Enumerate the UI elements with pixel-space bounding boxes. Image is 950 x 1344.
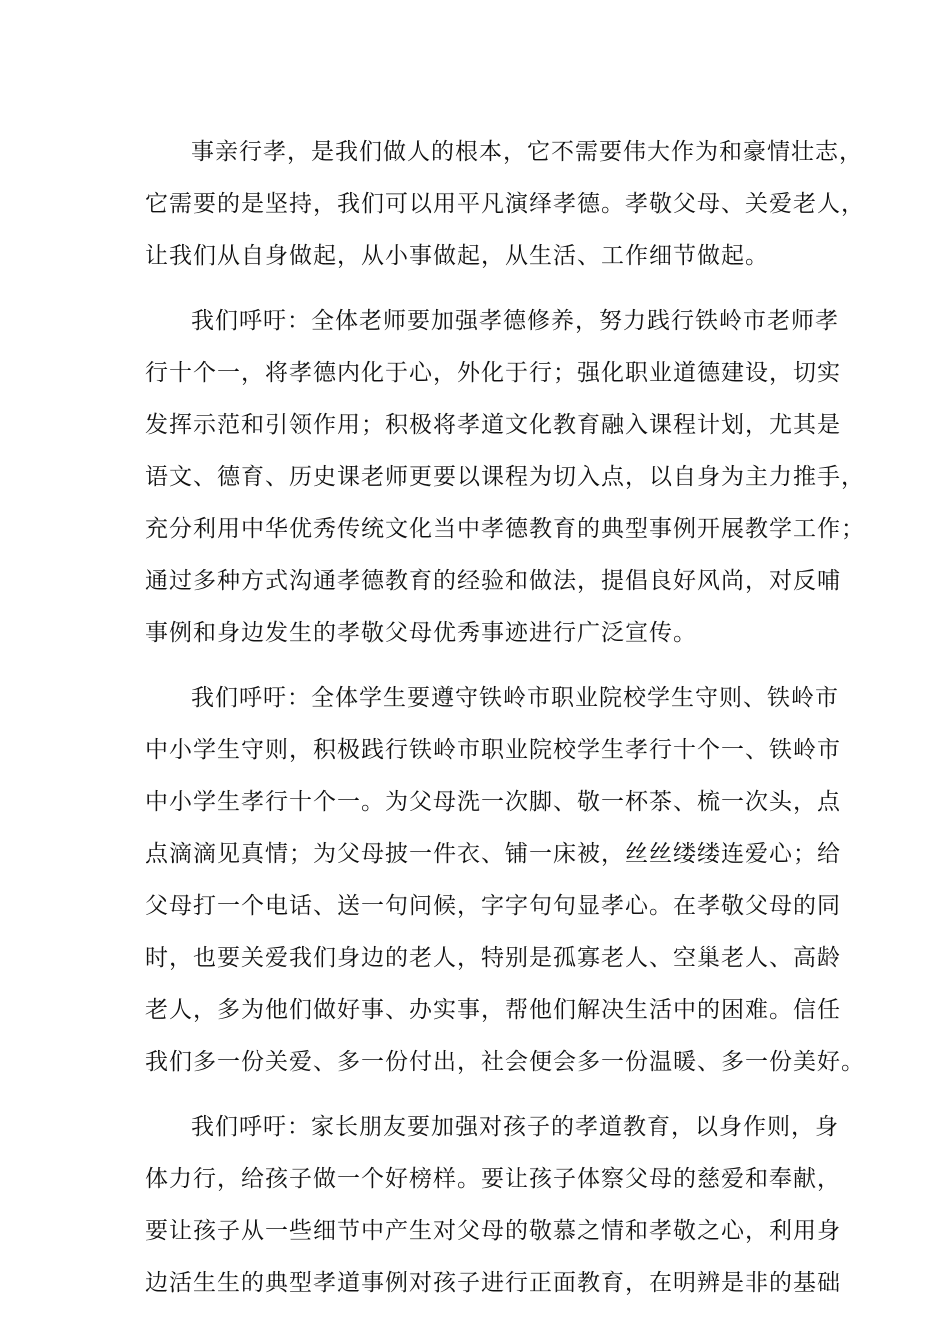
text-line: 老人，多为他们做好事、办实事，帮他们解决生活中的困难。信任 [145, 997, 841, 1023]
text-line: 我们多一份关爱、多一份付出，社会便会多一份温暖、多一份美好。 [145, 1049, 865, 1075]
paragraph [145, 126, 865, 282]
text-line: 要让孩子从一些细节中产生对父母的敬慕之情和孝敬之心，利用身 [145, 1218, 841, 1244]
text-line: 体力行，给孩子做一个好榜样。要让孩子体察父母的慈爱和奉献， [145, 1166, 841, 1192]
text-line: 中小学生孝行十个一。为父母洗一次脚、敬一杯茶、梳一次头，点 [145, 789, 841, 815]
text-line: 我们呼吁：全体学生要遵守铁岭市职业院校学生守则、铁岭市 [191, 685, 839, 711]
paragraph [145, 295, 865, 659]
text-line: 通过多种方式沟通孝德教育的经验和做法，提倡良好风尚，对反哺 [145, 568, 841, 594]
text-line: 事例和身边发生的孝敬父母优秀事迹进行广泛宣传。 [145, 620, 697, 646]
text-line: 点滴滴见真情；为父母披一件衣、铺一床被，丝丝缕缕连爱心；给 [145, 841, 841, 867]
text-line: 发挥示范和引领作用；积极将孝道文化教育融入课程计划，尤其是 [145, 412, 841, 438]
paragraph [145, 672, 865, 1088]
text-line: 它需要的是坚持，我们可以用平凡演绎孝德。孝敬父母、关爱老人， [145, 191, 865, 217]
text-line: 时，也要关爱我们身边的老人，特别是孤寡老人、空巢老人、高龄 [145, 945, 841, 971]
text-line: 事亲行孝，是我们做人的根本，它不需要伟大作为和豪情壮志， [191, 139, 863, 165]
text-line: 边活生生的典型孝道事例对孩子进行正面教育，在明辨是非的基础 [145, 1270, 841, 1296]
text-line: 我们呼吁：家长朋友要加强对孩子的孝道教育，以身作则，身 [191, 1114, 839, 1140]
text-line: 父母打一个电话、送一句问候，字字句句显孝心。在孝敬父母的同 [145, 893, 841, 919]
text-line: 行十个一，将孝德内化于心，外化于行；强化职业道德建设，切实 [145, 360, 841, 386]
text-line: 中小学生守则，积极践行铁岭市职业院校学生孝行十个一、铁岭市 [145, 737, 841, 763]
paragraph [145, 1101, 841, 1309]
text-line: 让我们从自身做起，从小事做起，从生活、工作细节做起。 [145, 243, 769, 269]
text-line: 我们呼吁：全体老师要加强孝德修养，努力践行铁岭市老师孝 [191, 308, 839, 334]
text-line: 语文、德育、历史课老师更要以课程为切入点，以自身为主力推手， [145, 464, 865, 490]
text-line: 充分利用中华优秀传统文化当中孝德教育的典型事例开展教学工作； [145, 516, 865, 542]
document-body [145, 126, 865, 1309]
